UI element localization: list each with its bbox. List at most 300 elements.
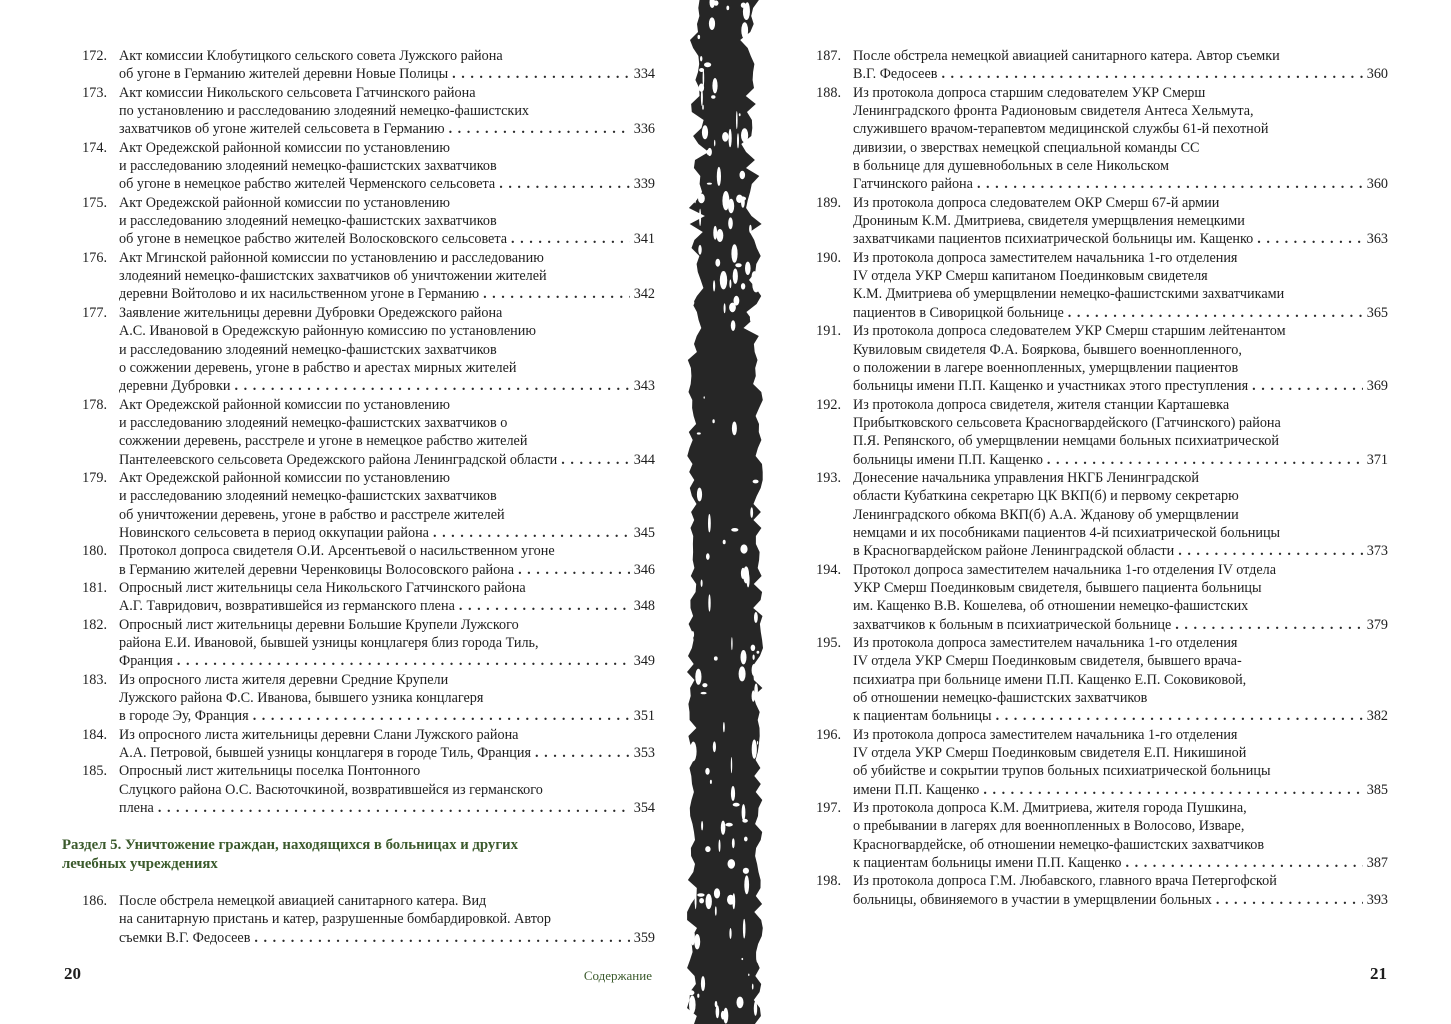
toc-entry-number: 180.	[82, 543, 107, 560]
dot-leader	[449, 120, 630, 138]
ink-speckle	[721, 821, 726, 835]
toc-entry-line: Франция	[119, 653, 173, 670]
toc-entry	[794, 194, 1388, 249]
toc-entry-body	[119, 249, 655, 304]
ink-speckle	[697, 994, 699, 998]
ink-speckle	[748, 974, 749, 977]
toc-entry-body	[119, 671, 655, 726]
toc-entry-number: 181.	[82, 579, 107, 596]
toc-entry-number: 190.	[816, 249, 841, 266]
dot-leader	[977, 175, 1363, 193]
toc-entry-number: 191.	[816, 323, 841, 340]
toc-entry-body	[119, 616, 655, 671]
toc-entry-number: 189.	[816, 194, 841, 211]
toc-entry-number: 172.	[82, 48, 107, 64]
toc-entry	[794, 396, 1388, 469]
toc-entry-line: К.М. Дмитриева об умерщвлении немецко-фашистскими захватчиками	[853, 286, 1285, 303]
ink-speckle	[695, 897, 697, 906]
ink-speckle	[697, 893, 704, 896]
toc-entry-last-line	[119, 929, 655, 947]
dot-leader	[483, 285, 630, 303]
toc-entry-line: УКР Смерш Поединковым свидетеля, бывшего пациента больницы	[853, 579, 1262, 596]
dot-leader	[459, 597, 630, 615]
ink-speckle	[694, 186, 696, 203]
dot-leader	[535, 744, 630, 762]
toc-entry	[60, 469, 655, 542]
toc-entry-line: плена	[119, 800, 154, 817]
ink-speckle	[743, 919, 746, 939]
dot-leader	[499, 175, 630, 193]
dot-leader	[1047, 451, 1363, 469]
toc-entry	[60, 47, 655, 84]
toc-entry-number: 187.	[816, 48, 841, 64]
toc-entry-number: 177.	[82, 304, 107, 321]
ink-speckle	[741, 958, 743, 960]
toc-entry-line: Из протокола допроса заместителем начальника 1-го отделения	[853, 249, 1238, 266]
toc-entry	[60, 671, 655, 726]
toc-entry	[794, 322, 1388, 395]
ink-speckle	[701, 821, 703, 831]
toc-entry-page: 353	[633, 745, 655, 762]
toc-entry	[794, 47, 1388, 84]
toc-entry-page: 360	[1366, 176, 1388, 193]
toc-entry-body	[119, 304, 655, 396]
dot-leader	[1216, 891, 1363, 909]
toc-entry-body	[119, 396, 655, 469]
toc-entry-last-line	[119, 175, 655, 193]
ink-speckle	[706, 553, 710, 560]
toc-entry-last-line	[853, 304, 1388, 322]
toc-entry-line: имени П.П. Кащенко	[853, 781, 980, 798]
dot-leader	[561, 451, 629, 469]
ink-speckle	[728, 217, 733, 229]
toc-entry	[60, 542, 655, 579]
toc-entry-body	[119, 762, 655, 817]
ink-speckle	[715, 259, 720, 267]
ink-speckle	[701, 976, 705, 991]
ink-speckle	[732, 838, 735, 848]
ink-speckle	[711, 95, 715, 98]
toc-entry-last-line	[853, 854, 1388, 872]
toc-entry-line: Акт комиссии Клобутицкого сельского совета Лужского района	[119, 48, 503, 64]
ink-speckle	[744, 837, 748, 842]
ink-speckle	[741, 197, 746, 201]
toc-entry-line: Протокол допроса свидетеля О.И. Арсентьевой о насильственном угоне	[119, 543, 555, 560]
toc-entry-page: 351	[633, 708, 655, 725]
toc-entry-body	[853, 634, 1388, 726]
toc-entry-line: об угоне в немецкое рабство жителей Волосковского сельсовета	[119, 231, 508, 248]
page-number-right: 21	[1370, 964, 1387, 983]
toc-entry-body	[119, 892, 655, 947]
toc-entry-last-line	[853, 616, 1388, 634]
toc-entry-line: Опросный лист жительницы деревни Большие Крупели Лужского	[119, 616, 519, 633]
toc-entry-line: А.А. Петровой, бывшей узницы концлагеря в городе Тиль, Франция	[119, 745, 532, 762]
toc-entry	[60, 139, 655, 194]
ink-speckle	[724, 303, 726, 313]
ink-speckle	[695, 172, 696, 178]
toc-entry-line: захватчиками пациентов психиатрической больницы им. Кащенко	[853, 231, 1254, 248]
toc-entry-last-line	[119, 707, 655, 725]
toc-entry-line: Акт Оредежской районной комиссии по установлению	[119, 469, 450, 486]
toc-entry-body	[853, 396, 1388, 469]
ink-speckle	[754, 684, 758, 699]
toc-entry	[60, 396, 655, 469]
toc-entry-number: 186.	[82, 893, 107, 909]
section-heading: Раздел 5. Уничтожение граждан, находящихся в больницах и других лечебных учреждениях	[62, 837, 518, 872]
toc-entry-body	[853, 561, 1388, 634]
ink-speckle	[700, 56, 702, 61]
ink-speckle	[688, 990, 695, 995]
toc-entry-body	[119, 84, 655, 139]
ink-speckle	[732, 422, 737, 436]
toc-entry-body	[853, 194, 1388, 249]
toc-entry-last-line	[119, 285, 655, 303]
toc-entry-line: Акт Мгинской районной комиссии по установлению и расследованию	[119, 249, 544, 266]
toc-entry-line: пациентов в Сиворицкой больнице	[853, 304, 1064, 321]
toc-entry-page: 360	[1366, 66, 1388, 83]
toc-entry-number: 174.	[82, 139, 107, 156]
toc-entry-body	[119, 47, 655, 84]
toc-entry-line: Ленинградского фронта Радионовым свидетеля Антеса Хельмута,	[853, 103, 1254, 120]
ink-speckle	[697, 432, 701, 434]
ink-speckle	[741, 650, 747, 664]
ink-speckle	[749, 225, 752, 233]
toc-entry-last-line	[853, 707, 1388, 725]
toc-entry-line: Акт Оредежской районной комиссии по установлению	[119, 139, 450, 156]
ink-speckle	[753, 480, 759, 484]
ink-speckle	[745, 2, 750, 17]
toc-entry-line: Опросный лист жительницы поселка Понтонного	[119, 763, 421, 780]
ink-speckle	[727, 895, 734, 905]
toc-entry-line: Из протокола допроса следователем УКР Смерш старшим лейтенантом	[853, 323, 1286, 340]
toc-entry-body	[119, 469, 655, 542]
toc-entry-number: 182.	[82, 616, 107, 633]
toc-entry-last-line	[853, 542, 1388, 560]
ink-speckle	[698, 245, 701, 255]
toc-entry-line: о положении в лагере военнопленных, умерщвлении пациентов	[853, 359, 1239, 376]
ink-speckle	[713, 226, 717, 240]
ink-speckle	[754, 612, 758, 623]
ink-speckle	[742, 804, 746, 820]
ink-speckle	[716, 1005, 720, 1018]
dot-leader	[941, 65, 1362, 83]
ink-speckle	[689, 169, 695, 184]
toc-entry-line: Заявление жительницы деревни Дубровки Оредежского района	[119, 304, 503, 321]
toc-entry-line: IV отдела УКР Смерш капитаном Поединковым свидетеля	[853, 268, 1208, 285]
ink-speckle	[741, 128, 748, 142]
toc-entry-line: больницы имени П.П. Кащенко	[853, 451, 1043, 468]
toc-entry-line: Протокол допроса заместителем начальника 1-го отделения IV отдела	[853, 561, 1277, 578]
toc-entry-line: А.Г. Тавридович, возвратившейся из германского плена	[119, 598, 455, 615]
toc-entry-page: 348	[633, 598, 655, 615]
ink-speckle	[731, 244, 737, 263]
ink-speckle	[704, 62, 711, 67]
toc-entry-last-line	[853, 781, 1388, 799]
toc-entry-last-line	[853, 377, 1388, 395]
ink-speckle	[694, 934, 700, 949]
toc-entry-last-line	[853, 891, 1388, 909]
ink-speckle	[697, 488, 702, 502]
toc-entry-page: 349	[633, 653, 655, 670]
ink-speckle	[690, 742, 697, 762]
ink-speckle	[733, 269, 738, 284]
toc-entry-body	[853, 799, 1388, 872]
toc-entry	[60, 249, 655, 304]
ink-speckle	[752, 740, 757, 759]
toc-entry-number: 193.	[816, 469, 841, 486]
toc-entry-last-line	[119, 120, 655, 138]
running-title: Содержание	[583, 968, 652, 983]
ink-speckle	[741, 568, 745, 579]
toc-entry-line: Акт Оредежской районной комиссии по установлению	[119, 396, 450, 413]
toc-entry-last-line	[119, 65, 655, 83]
ink-speckle	[719, 840, 721, 852]
ink-speckle	[704, 396, 705, 399]
toc-entry-line: Слуцкого района О.С. Васюточкиной, возвратившейся из германского	[119, 781, 543, 798]
toc-entry-number: 184.	[82, 726, 107, 743]
toc-entry-line: и расследованию злодеяний немецко-фашистских захватчиков о	[119, 414, 508, 431]
ink-speckle	[699, 209, 701, 226]
toc-entry-line: А.С. Ивановой в Оредежскую районную комиссию по установлению	[119, 323, 536, 340]
toc-entry-line: и расследованию злодеяний немецко-фашистских захватчиков	[119, 213, 497, 230]
toc-entry-line: деревни Дубровки	[119, 378, 231, 395]
toc-entry-line: немцами и их пособниками пациентов 4-й психиатрической больницы	[853, 524, 1281, 541]
ink-speckle	[731, 637, 732, 650]
ink-speckle	[702, 105, 704, 110]
ink-speckle	[729, 129, 732, 147]
toc-entry-line: и расследованию злодеяний немецко-фашистских захватчиков	[119, 488, 497, 505]
toc-entry-line: сожжении деревень, расстреле и угоне в немецкое рабство жителей	[119, 433, 528, 450]
toc-entry-page: 359	[633, 929, 655, 946]
toc-entry-line: захватчиков к больным в психиатрической больнице	[853, 616, 1172, 633]
toc-entry-page: 339	[633, 176, 655, 193]
toc-entry-line: в городе Эу, Франция	[119, 708, 249, 725]
toc-entry-line: об убийстве и сокрытии трупов больных психиатрической больницы	[853, 763, 1271, 780]
ink-speckle	[723, 540, 726, 545]
toc-entry-line: им. Кащенко В.В. Кошелева, об отношении немецко-фашистских	[853, 598, 1249, 615]
toc-entry-line: больницы, обвиняемого в участии в умерщвлении больных	[853, 891, 1212, 908]
ink-speckle	[702, 683, 707, 687]
toc-entry-page: 385	[1366, 781, 1388, 798]
toc-entry-line: об угоне в немецкое рабство жителей Черменского сельсовета	[119, 176, 496, 193]
toc-entry-page: 354	[633, 800, 655, 817]
dot-leader	[1178, 542, 1363, 560]
ink-speckle	[699, 898, 704, 903]
toc-entry-last-line	[119, 230, 655, 248]
toc-entry-last-line	[853, 451, 1388, 469]
toc-entry	[60, 892, 655, 947]
toc-entry-line: области Кубаткина секретарю ЦК ВКП(б) и первому секретарю	[853, 488, 1239, 505]
toc-entry	[60, 194, 655, 249]
dot-leader	[433, 524, 630, 542]
toc-entry	[794, 469, 1388, 561]
left-page	[0, 0, 680, 1024]
toc-entry	[60, 762, 655, 817]
ink-speckle	[740, 544, 747, 553]
toc-entry-body	[119, 139, 655, 194]
toc-entry-line: Кувиловым свидетеля Ф.А. Бояркова, бывшего военнопленного,	[853, 341, 1242, 358]
toc-entry-last-line	[853, 175, 1388, 193]
ink-speckle	[712, 419, 714, 423]
ink-speckle	[717, 229, 724, 242]
ink-speckle	[734, 296, 740, 306]
ink-speckle	[690, 149, 693, 164]
toc-entry-page: 369	[1366, 378, 1388, 395]
toc-entry-page: 342	[633, 286, 655, 303]
toc-entry-number: 192.	[816, 396, 841, 413]
toc-entry-line: и расследованию злодеяний немецко-фашистских захватчиков	[119, 341, 497, 358]
dot-leader	[158, 799, 630, 817]
ink-speckle	[731, 786, 735, 801]
toc-entry-line: захватчиков об угоне жителей сельсовета в Германию	[119, 121, 445, 138]
toc-entry-line: Акт комиссии Никольского сельсовета Гатчинского района	[119, 84, 476, 101]
dot-leader	[235, 377, 630, 395]
toc-entry-line: В.Г. Федосеев	[853, 66, 938, 83]
ink-speckle	[737, 997, 744, 1009]
ink-speckle	[689, 996, 696, 1014]
ink-speckle	[729, 279, 731, 288]
dot-leader	[1257, 230, 1362, 248]
ink-speckle	[756, 949, 758, 963]
toc-entry	[60, 84, 655, 139]
toc-entry-line: Дрониным К.М. Дмитриева, свидетеля умерщвления немецкими	[853, 213, 1245, 230]
toc-entry-body	[853, 322, 1388, 395]
toc-entry-page: 336	[633, 121, 655, 138]
toc-entry-line: Прибытковского сельсовета Красногвардейского (Гатчинского) района	[853, 414, 1281, 431]
toc-entry	[794, 249, 1388, 322]
ink-speckle	[729, 928, 731, 939]
ink-speckle	[701, 692, 707, 694]
dot-leader	[254, 929, 629, 947]
ink-speckle	[728, 859, 736, 869]
toc-entry-line: Из протокола допроса К.М. Дмитриева, жителя города Пушкина,	[853, 800, 1247, 817]
toc-entry-line: больницы имени П.П. Кащенко и участниках этого преступления	[853, 378, 1249, 395]
ink-speckle	[741, 22, 748, 39]
toc-entry-line: к пациентам больницы	[853, 708, 992, 725]
toc-entry	[60, 616, 655, 671]
ink-speckle	[691, 929, 695, 946]
ink-speckle	[713, 280, 715, 291]
toc-entry-last-line	[853, 65, 1388, 83]
toc-entry-body	[853, 84, 1388, 194]
ink-speckle	[739, 113, 741, 116]
dot-leader	[452, 65, 630, 83]
toc-entry-line: съемки В.Г. Федосеев	[119, 929, 251, 946]
ink-speckle	[702, 125, 708, 139]
ink-speckle	[747, 573, 750, 588]
ink-speckle	[698, 194, 705, 204]
toc-entry-line: по установлению и расследованию злодеяний немецко-фашистских	[119, 103, 530, 120]
toc-entry-last-line	[119, 744, 655, 762]
toc-entry-page: 373	[1366, 543, 1388, 560]
ink-speckle	[701, 580, 703, 587]
dot-leader	[511, 230, 630, 248]
toc-entry	[60, 304, 655, 396]
ink-speckle	[707, 183, 712, 185]
toc-entry-page: 345	[633, 524, 655, 541]
toc-entry-page: 393	[1366, 891, 1388, 908]
ink-speckle	[714, 656, 718, 660]
ink-speckle	[723, 1008, 728, 1024]
ink-speckle	[757, 741, 758, 745]
toc-entry-last-line	[853, 230, 1388, 248]
toc-entry-line: психиатра при больнице имени П.П. Кащенко Е.П. Соковиковой,	[853, 671, 1247, 688]
ink-speckle	[717, 167, 721, 186]
toc-list-right	[794, 47, 1388, 909]
toc-entry-body	[853, 872, 1388, 909]
ink-speckle	[722, 132, 728, 142]
toc-entry-last-line	[119, 597, 655, 615]
ink-speckle	[736, 111, 738, 129]
toc-entry-last-line	[119, 377, 655, 395]
toc-entry	[794, 799, 1388, 872]
toc-entry-last-line	[119, 799, 655, 817]
toc-entry-last-line	[119, 451, 655, 469]
ink-speckle	[708, 594, 710, 611]
toc-entry-line: Из протокола допроса следователем ОКР Смерш 67-й армии	[853, 194, 1220, 211]
toc-entry-number: 178.	[82, 396, 107, 413]
ink-speckle	[737, 133, 739, 148]
toc-entry-number: 195.	[816, 635, 841, 651]
toc-entry-number: 188.	[816, 84, 841, 101]
toc-entry	[60, 579, 655, 616]
toc-entry-last-line	[119, 652, 655, 670]
toc-entry-line: Из протокола допроса старшим следователем УКР Смерш	[853, 84, 1206, 101]
toc-entry-line: После обстрела немецкой авиацией санитарного катера. Вид	[119, 893, 487, 909]
toc-entry	[794, 561, 1388, 634]
toc-entry-number: 176.	[82, 249, 107, 266]
ink-speckle	[751, 645, 756, 651]
toc-entry-line: Пантелеевского сельсовета Оредежского района Ленинградской области	[119, 451, 558, 468]
ink-speckle	[714, 140, 715, 147]
toc-entry-line: IV отдела УКР Смерш Поединковым свидетеля Е.П. Никишиной	[853, 745, 1247, 762]
toc-entry-line: об уничтожении деревень, угоне в рабство и расстреле жителей	[119, 506, 505, 523]
toc-entry-line: Новинского сельсовета в период оккупации района	[119, 524, 429, 541]
ink-speckle	[698, 35, 701, 39]
toc-entry-body	[119, 194, 655, 249]
ink-speckle	[752, 664, 757, 676]
ink-speckle	[752, 271, 758, 281]
ink-speckle	[710, 780, 712, 784]
ink-speckle	[743, 868, 749, 874]
ink-speckle	[708, 514, 711, 532]
toc-entry-line: о сожжении деревень, угоне в рабство и арестах мирных жителей	[119, 359, 517, 376]
toc-entry-body	[119, 579, 655, 616]
toc-entry-line: После обстрела немецкой авиацией санитарного катера. Автор съемки	[853, 48, 1280, 64]
ink-speckle	[715, 906, 717, 916]
ink-speckle	[692, 19, 697, 25]
toc-entry-last-line	[119, 561, 655, 579]
ink-speckle	[706, 894, 712, 909]
toc-entry-last-line	[119, 524, 655, 542]
toc-list-left-top	[60, 47, 655, 817]
ink-speckle	[750, 507, 753, 518]
toc-entry-page: 365	[1366, 304, 1388, 321]
ink-speckle	[725, 823, 732, 827]
ink-speckle	[741, 283, 745, 289]
dot-leader	[1252, 377, 1363, 395]
toc-entry-number: 198.	[816, 873, 841, 890]
ink-speckle	[689, 299, 695, 306]
toc-entry-line: Гатчинского района	[853, 176, 973, 193]
ink-speckle	[757, 651, 760, 654]
ink-speckle	[745, 262, 751, 275]
toc-entry-body	[853, 469, 1388, 561]
dot-leader	[177, 652, 630, 670]
toc-entry-line: в Германию жителей деревни Черенковицы Волосовского района	[119, 561, 515, 578]
toc-entry-number: 179.	[82, 469, 107, 486]
toc-entry-page: 371	[1366, 451, 1388, 468]
